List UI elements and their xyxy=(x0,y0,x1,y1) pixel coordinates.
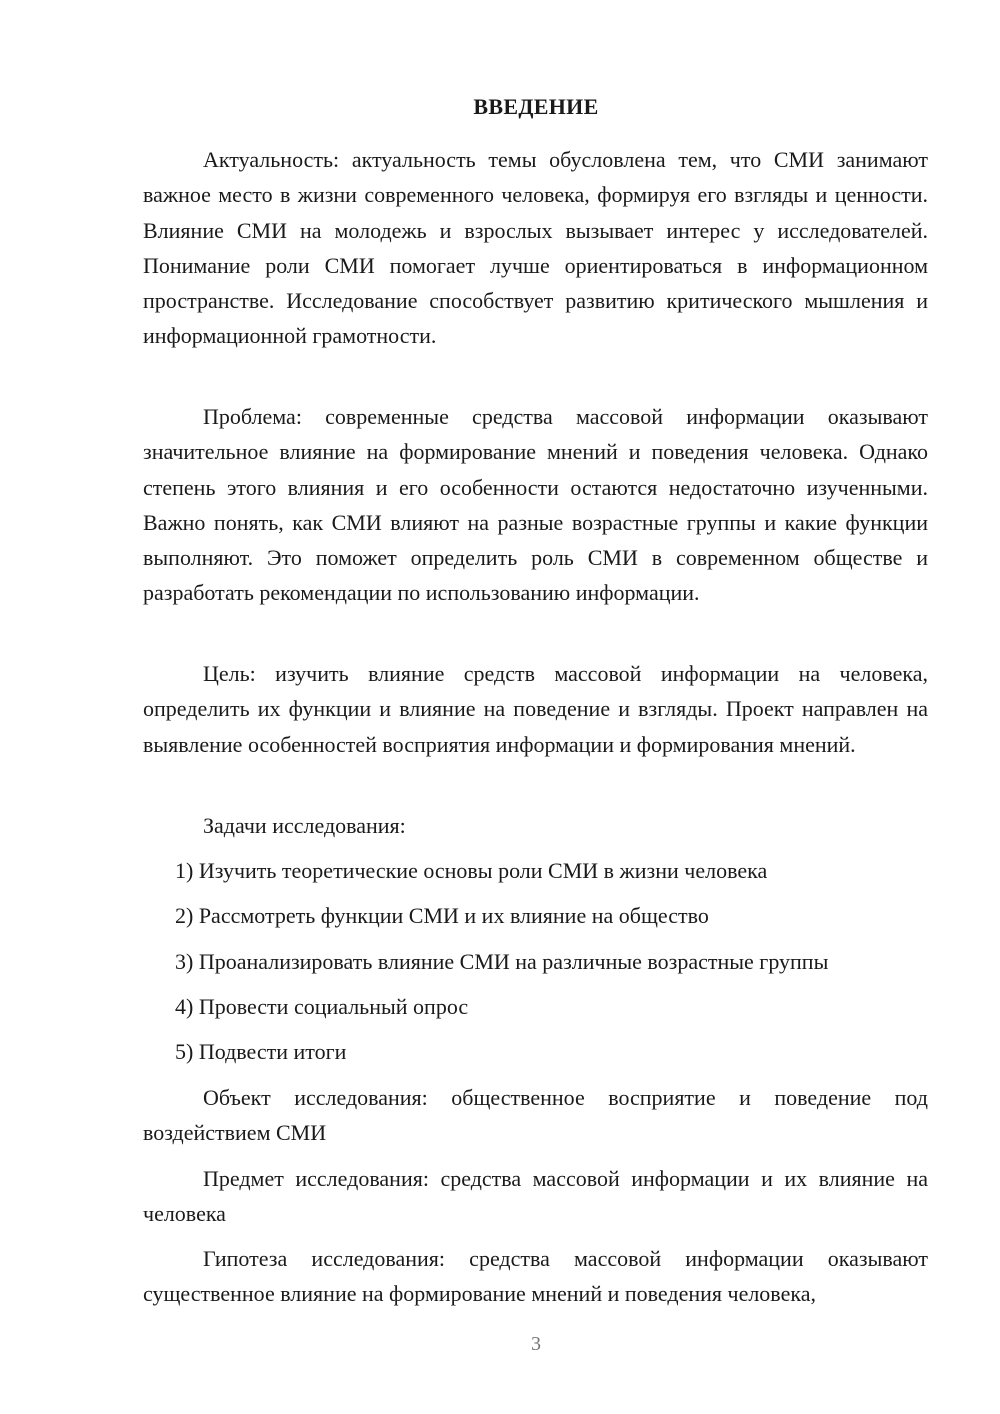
tasks-title: Задачи исследования: xyxy=(203,813,406,838)
task-item: 3) Проанализировать влияние СМИ на различные возрастные группы xyxy=(175,949,829,974)
task-item: 1) Изучить теоретические основы роли СМИ в жизни человека xyxy=(175,858,768,883)
paragraph-hypothesis: Гипотеза исследования: средства массовой информации оказывают существенное влияние на формирование мнений и поведения человека, xyxy=(143,1246,928,1307)
task-item: 4) Провести социальный опрос xyxy=(175,994,469,1019)
paragraph-subject: Предмет исследования: средства массовой информации и их влияние на человека xyxy=(143,1166,928,1227)
paragraph-problem: Проблема: современные средства массовой информации оказывают значительное влияние на формирование мнений и поведения человека. Однако степень этого влияния и его особенности остаются недостаточно изученными. Важно понять, как СМИ влияют на разные возрастные группы и какие функции выполняют. Это поможет определить роль СМИ в современном обществе и разработать рекомендации по использованию информации. xyxy=(143,404,928,606)
paragraph-relevance: Актуальность: актуальность темы обусловлена тем, что СМИ занимают важное место в жизни современного человека, формируя его взгляды и ценности. Влияние СМИ на молодежь и взрослых вызывает интерес у исследователей. Понимание роли СМИ помогает лучше ориентироваться в информационном пространстве. Исследование способствует развитию критического мышления и информационной грамотности. xyxy=(143,147,928,349)
paragraph-goal: Цель: изучить влияние средств массовой информации на человека, определить их функции и влияние на поведение и взгляды. Проект направлен на выявление особенностей восприятия информации и формирования мнений. xyxy=(143,661,928,757)
paragraph-object: Объект исследования: общественное восприятие и поведение под воздействием СМИ xyxy=(143,1085,928,1146)
page-title: ВВЕДЕНИЕ xyxy=(473,94,599,119)
task-item: 2) Рассмотреть функции СМИ и их влияние на общество xyxy=(175,903,709,928)
page-number: 3 xyxy=(531,1333,541,1355)
task-item: 5) Подвести итоги xyxy=(175,1039,347,1064)
